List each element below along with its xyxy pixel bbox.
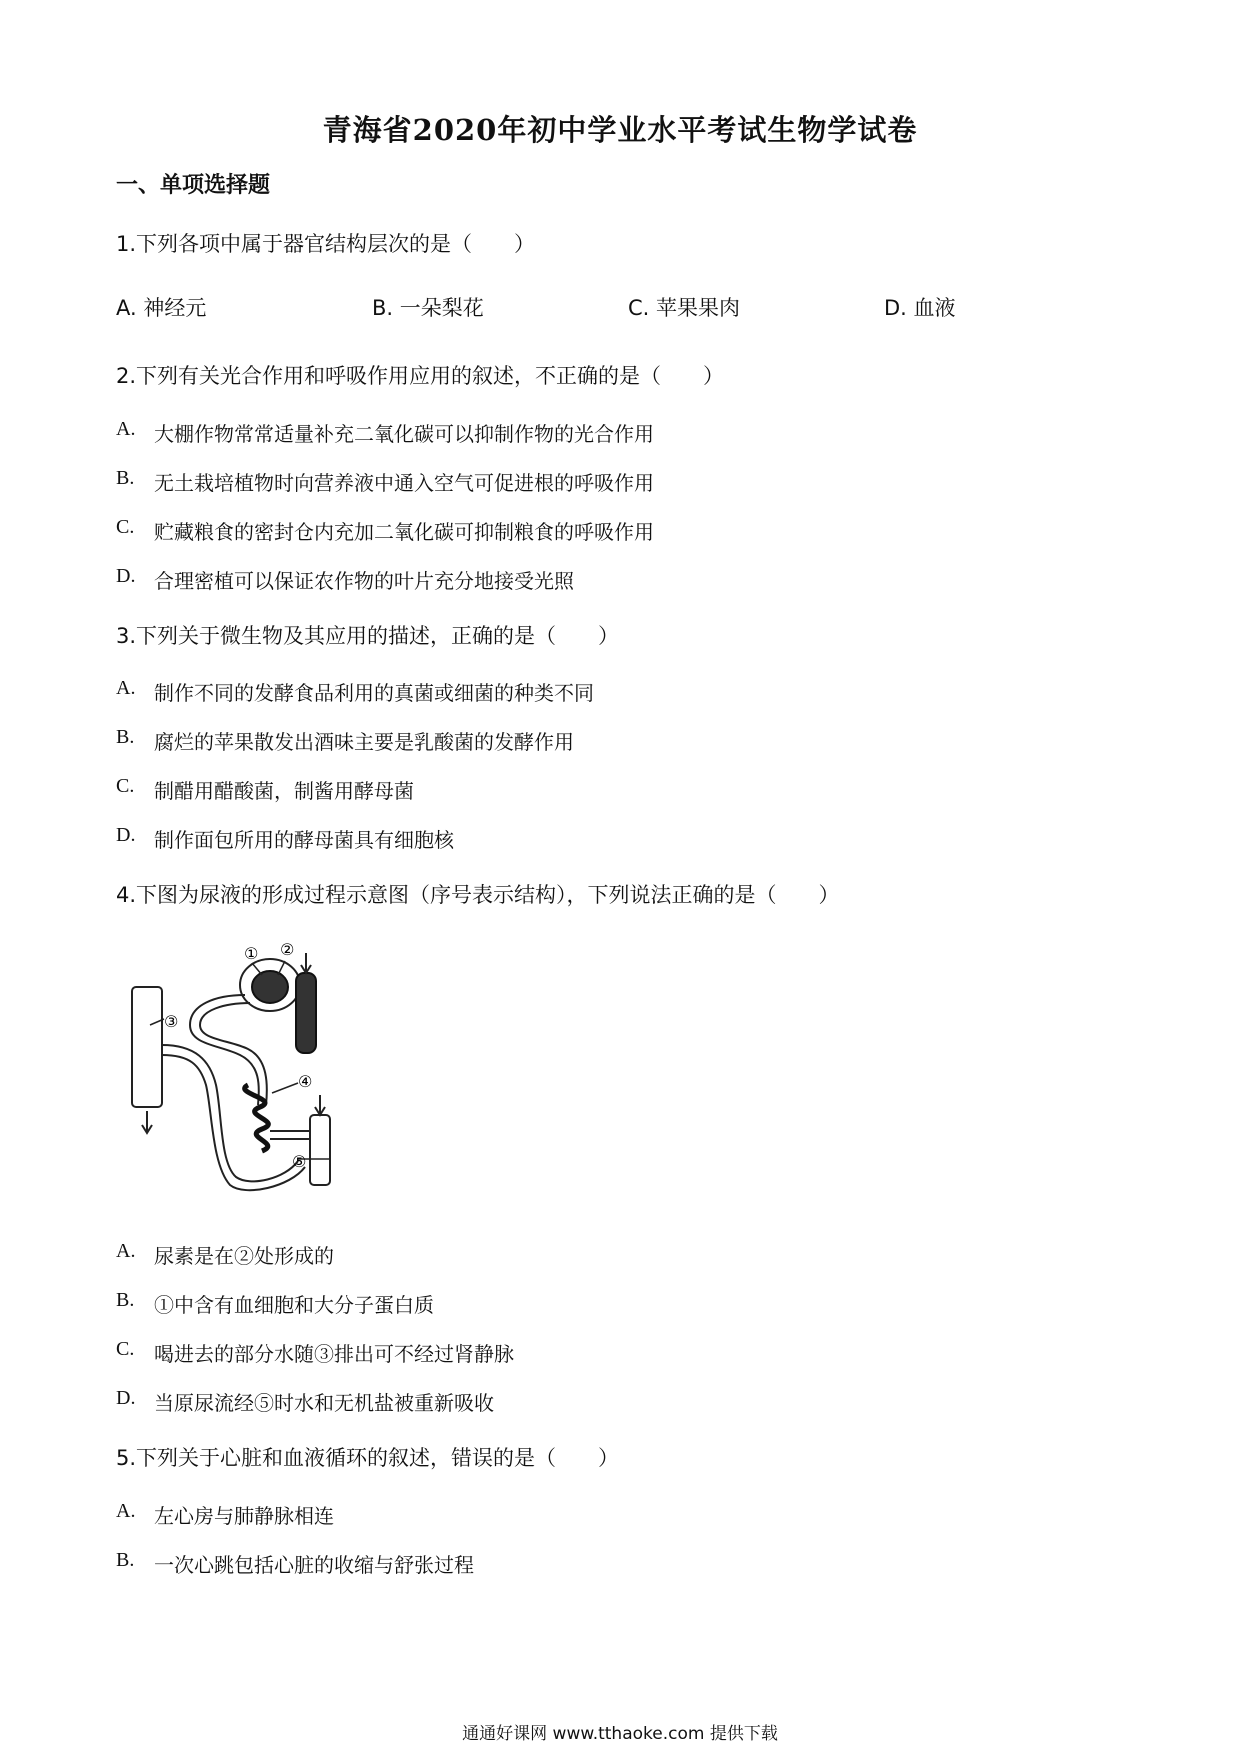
label-3: ③ xyxy=(164,1012,179,1031)
option-key: C. xyxy=(116,775,135,797)
option-text: 无土栽培植物时向营养液中通入空气可促进根的呼吸作用 xyxy=(154,471,654,495)
q1-option-b[interactable]: B. 一朵梨花 xyxy=(372,296,484,320)
q2-option-a[interactable] xyxy=(116,418,654,447)
option-key: B. xyxy=(116,467,135,489)
q2-option-c[interactable] xyxy=(116,516,654,545)
option-key: D. xyxy=(116,565,136,587)
page-footer: 通通好课网 www.tthaoke.com 提供下载 xyxy=(462,1724,778,1744)
q1-option-d[interactable]: D. 血液 xyxy=(884,296,956,320)
option-key: B. xyxy=(116,726,135,748)
label-2: ② xyxy=(280,940,295,959)
option-text: 尿素是在②处形成的 xyxy=(154,1244,334,1268)
nephron-diagram xyxy=(120,935,382,1207)
option-key: A. xyxy=(116,1240,136,1262)
label-1: ① xyxy=(244,944,259,963)
question-4-stem: 4.下图为尿液的形成过程示意图（序号表示结构），下列说法正确的是（ ） xyxy=(116,883,840,907)
option-key: C. xyxy=(116,516,135,538)
option-key: D. xyxy=(116,1387,136,1409)
option-key: A. xyxy=(116,677,136,699)
option-key: D. xyxy=(116,824,136,846)
q3-option-d[interactable] xyxy=(116,824,454,853)
question-1-stem: 1.下列各项中属于器官结构层次的是（ ） xyxy=(116,232,536,256)
renal-vein xyxy=(310,1115,330,1185)
glomerulus xyxy=(252,971,288,1003)
q4-option-b[interactable] xyxy=(116,1289,434,1318)
option-text: 合理密植可以保证农作物的叶片充分地接受光照 xyxy=(154,569,574,593)
option-text: 大棚作物常常适量补充二氧化碳可以抑制作物的光合作用 xyxy=(154,422,654,446)
question-2-stem: 2.下列有关光合作用和呼吸作用应用的叙述，不正确的是（ ） xyxy=(116,364,725,388)
q4-option-d[interactable] xyxy=(116,1387,494,1416)
q5-option-b[interactable] xyxy=(116,1549,474,1578)
question-5-stem: 5.下列关于心脏和血液循环的叙述，错误的是（ ） xyxy=(116,1446,620,1470)
capillary-network xyxy=(245,1085,269,1151)
q5-option-a[interactable] xyxy=(116,1500,334,1529)
option-text: 制作不同的发酵食品利用的真菌或细菌的种类不同 xyxy=(154,681,594,705)
option-key: A. xyxy=(116,418,136,440)
page-title: 青海省2020年初中学业水平考试生物学试卷 xyxy=(322,113,918,147)
option-text: 腐烂的苹果散发出酒味主要是乳酸菌的发酵作用 xyxy=(154,730,574,754)
option-text: 喝进去的部分水随③排出可不经过肾静脉 xyxy=(154,1342,514,1366)
renal-tubule-inner xyxy=(200,1003,267,1105)
q2-option-d[interactable] xyxy=(116,565,574,594)
tubule-connector-inner xyxy=(162,1045,298,1181)
q2-option-b[interactable] xyxy=(116,467,654,496)
q1-option-a[interactable]: A. 神经元 xyxy=(116,296,207,320)
section-heading: 一、单项选择题 xyxy=(116,172,271,198)
q3-option-a[interactable] xyxy=(116,677,594,706)
question-1-options xyxy=(116,292,996,322)
option-text: 左心房与肺静脉相连 xyxy=(154,1504,334,1528)
option-text: 一次心跳包括心脏的收缩与舒张过程 xyxy=(154,1553,474,1577)
collecting-duct xyxy=(132,987,162,1107)
question-3-stem: 3.下列关于微生物及其应用的描述，正确的是（ ） xyxy=(116,624,620,648)
label-4: ④ xyxy=(298,1072,313,1091)
q3-option-b[interactable] xyxy=(116,726,574,755)
q1-option-c[interactable]: C. 苹果果肉 xyxy=(628,296,741,320)
option-text: 贮藏粮食的密封仓内充加二氧化碳可抑制粮食的呼吸作用 xyxy=(154,520,654,544)
option-key: B. xyxy=(116,1289,135,1311)
option-text: ①中含有血细胞和大分子蛋白质 xyxy=(154,1293,434,1317)
q3-option-c[interactable] xyxy=(116,775,414,804)
q4-option-c[interactable] xyxy=(116,1338,514,1367)
option-text: 当原尿流经⑤时水和无机盐被重新吸收 xyxy=(154,1391,494,1415)
option-text: 制作面包所用的酵母菌具有细胞核 xyxy=(154,828,454,852)
option-key: A. xyxy=(116,1500,136,1522)
label-5: ⑤ xyxy=(292,1152,307,1171)
renal-artery xyxy=(296,973,316,1053)
leader-4 xyxy=(272,1083,298,1093)
option-key: C. xyxy=(116,1338,135,1360)
q4-option-a[interactable] xyxy=(116,1240,334,1269)
tubule-connector xyxy=(162,1055,305,1190)
option-text: 制醋用醋酸菌，制酱用酵母菌 xyxy=(154,779,414,803)
option-key: B. xyxy=(116,1549,135,1571)
